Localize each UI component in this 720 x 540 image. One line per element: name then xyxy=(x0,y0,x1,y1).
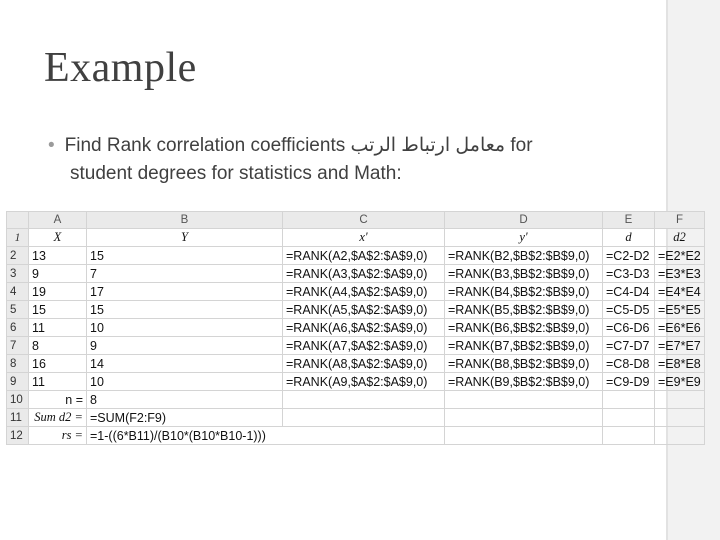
table-row xyxy=(7,319,705,337)
column-header[interactable]: A xyxy=(29,212,87,229)
table-row xyxy=(7,427,705,445)
cell[interactable]: 8 xyxy=(29,337,87,355)
cell[interactable]: =RANK(A4,$A$2:$A$9,0) xyxy=(283,283,445,301)
cell[interactable]: =RANK(A6,$A$2:$A$9,0) xyxy=(283,319,445,337)
cell[interactable]: =E9*E9 xyxy=(655,373,705,391)
cell[interactable]: 10 xyxy=(87,319,283,337)
cell[interactable] xyxy=(655,427,705,445)
cell[interactable] xyxy=(445,409,603,427)
row-number[interactable]: 9 xyxy=(7,373,29,391)
column-header[interactable]: C xyxy=(283,212,445,229)
select-all-corner[interactable] xyxy=(7,212,29,229)
cell[interactable]: =C3-D3 xyxy=(603,265,655,283)
cell[interactable]: 14 xyxy=(87,355,283,373)
cell[interactable]: 9 xyxy=(87,337,283,355)
cell[interactable]: =E2*E2 xyxy=(655,247,705,265)
cell[interactable] xyxy=(283,409,445,427)
bullet-text-before: Find Rank correlation coefficients xyxy=(64,135,346,156)
cell[interactable]: =C9-D9 xyxy=(603,373,655,391)
cell[interactable]: =RANK(B9,$B$2:$B$9,0) xyxy=(445,373,603,391)
cell[interactable]: =RANK(B2,$B$2:$B$9,0) xyxy=(445,247,603,265)
cell[interactable]: =RANK(B7,$B$2:$B$9,0) xyxy=(445,337,603,355)
row-number[interactable]: 1 xyxy=(7,229,29,247)
cell[interactable]: 13 xyxy=(29,247,87,265)
cell[interactable]: =RANK(A3,$A$2:$A$9,0) xyxy=(283,265,445,283)
table-row xyxy=(7,283,705,301)
table-row xyxy=(7,373,705,391)
cell[interactable]: =RANK(A2,$A$2:$A$9,0) xyxy=(283,247,445,265)
table-row xyxy=(7,391,705,409)
cell[interactable]: =SUM(F2:F9) xyxy=(87,409,283,427)
cell[interactable]: n = xyxy=(29,391,87,409)
bullet-paragraph xyxy=(48,132,648,188)
cell[interactable]: rs = xyxy=(29,427,87,445)
cell[interactable]: =E3*E3 xyxy=(655,265,705,283)
cell[interactable]: 11 xyxy=(29,373,87,391)
cell[interactable]: =RANK(A5,$A$2:$A$9,0) xyxy=(283,301,445,319)
row-number[interactable]: 8 xyxy=(7,355,29,373)
cell[interactable]: d2 xyxy=(655,229,705,247)
cell[interactable]: =C2-D2 xyxy=(603,247,655,265)
cell[interactable]: 9 xyxy=(29,265,87,283)
cell[interactable]: =C7-D7 xyxy=(603,337,655,355)
cell[interactable]: 8 xyxy=(87,391,283,409)
cell[interactable]: =C8-D8 xyxy=(603,355,655,373)
column-header[interactable]: F xyxy=(655,212,705,229)
cell[interactable] xyxy=(603,391,655,409)
cell[interactable]: 15 xyxy=(87,247,283,265)
cell[interactable]: =E7*E7 xyxy=(655,337,705,355)
cell[interactable]: =RANK(B4,$B$2:$B$9,0) xyxy=(445,283,603,301)
cell[interactable]: =RANK(B6,$B$2:$B$9,0) xyxy=(445,319,603,337)
table-row xyxy=(7,229,705,247)
row-number[interactable]: 11 xyxy=(7,409,29,427)
cell[interactable]: =E6*E6 xyxy=(655,319,705,337)
cell[interactable]: Y xyxy=(87,229,283,247)
cell[interactable]: =C5-D5 xyxy=(603,301,655,319)
row-number[interactable]: 7 xyxy=(7,337,29,355)
table-row xyxy=(7,265,705,283)
bullet-line-two: student degrees for statistics and Math: xyxy=(70,163,402,184)
cell[interactable]: 19 xyxy=(29,283,87,301)
column-header[interactable]: B xyxy=(87,212,283,229)
cell[interactable] xyxy=(655,409,705,427)
row-number[interactable]: 10 xyxy=(7,391,29,409)
cell[interactable] xyxy=(445,391,603,409)
cell[interactable]: 17 xyxy=(87,283,283,301)
bullet-arabic-term: معامل ارتباط الرتب xyxy=(350,135,506,156)
cell[interactable] xyxy=(655,391,705,409)
table-row xyxy=(7,409,705,427)
table-row xyxy=(7,247,705,265)
cell[interactable]: 7 xyxy=(87,265,283,283)
cell[interactable]: =1-((6*B11)/(B10*(B10*B10-1))) xyxy=(87,427,445,445)
cell[interactable]: =RANK(B5,$B$2:$B$9,0) xyxy=(445,301,603,319)
cell[interactable]: Sum d2 = xyxy=(29,409,87,427)
bullet-text-after: for xyxy=(510,135,533,156)
cell[interactable]: =RANK(B8,$B$2:$B$9,0) xyxy=(445,355,603,373)
cell[interactable]: =C4-D4 xyxy=(603,283,655,301)
row-number[interactable]: 4 xyxy=(7,283,29,301)
table-row xyxy=(7,301,705,319)
row-number[interactable]: 3 xyxy=(7,265,29,283)
row-number[interactable]: 12 xyxy=(7,427,29,445)
cell[interactable] xyxy=(445,427,603,445)
cell[interactable]: =RANK(A9,$A$2:$A$9,0) xyxy=(283,373,445,391)
column-header[interactable]: D xyxy=(445,212,603,229)
cell[interactable]: x' xyxy=(283,229,445,247)
table-row xyxy=(7,337,705,355)
cell[interactable]: =E5*E5 xyxy=(655,301,705,319)
slide-title: Example xyxy=(44,45,197,91)
cell[interactable]: =RANK(B3,$B$2:$B$9,0) xyxy=(445,265,603,283)
cell[interactable]: y' xyxy=(445,229,603,247)
cell[interactable] xyxy=(603,427,655,445)
cell[interactable]: d xyxy=(603,229,655,247)
cell[interactable]: =RANK(A7,$A$2:$A$9,0) xyxy=(283,337,445,355)
table-row xyxy=(7,355,705,373)
cell[interactable]: 15 xyxy=(87,301,283,319)
cell[interactable] xyxy=(283,391,445,409)
cell[interactable]: 16 xyxy=(29,355,87,373)
spreadsheet xyxy=(6,211,705,445)
bullet-dot-icon: • xyxy=(48,135,55,156)
cell[interactable]: =E4*E4 xyxy=(655,283,705,301)
cell[interactable]: =C6-D6 xyxy=(603,319,655,337)
cell[interactable]: X xyxy=(29,229,87,247)
cell[interactable]: =E8*E8 xyxy=(655,355,705,373)
row-number[interactable]: 2 xyxy=(7,247,29,265)
cell[interactable]: 15 xyxy=(29,301,87,319)
cell[interactable]: 10 xyxy=(87,373,283,391)
cell[interactable]: =RANK(A8,$A$2:$A$9,0) xyxy=(283,355,445,373)
column-header-row xyxy=(7,212,705,229)
row-number[interactable]: 5 xyxy=(7,301,29,319)
column-header[interactable]: E xyxy=(603,212,655,229)
row-number[interactable]: 6 xyxy=(7,319,29,337)
cell[interactable] xyxy=(603,409,655,427)
cell[interactable]: 11 xyxy=(29,319,87,337)
